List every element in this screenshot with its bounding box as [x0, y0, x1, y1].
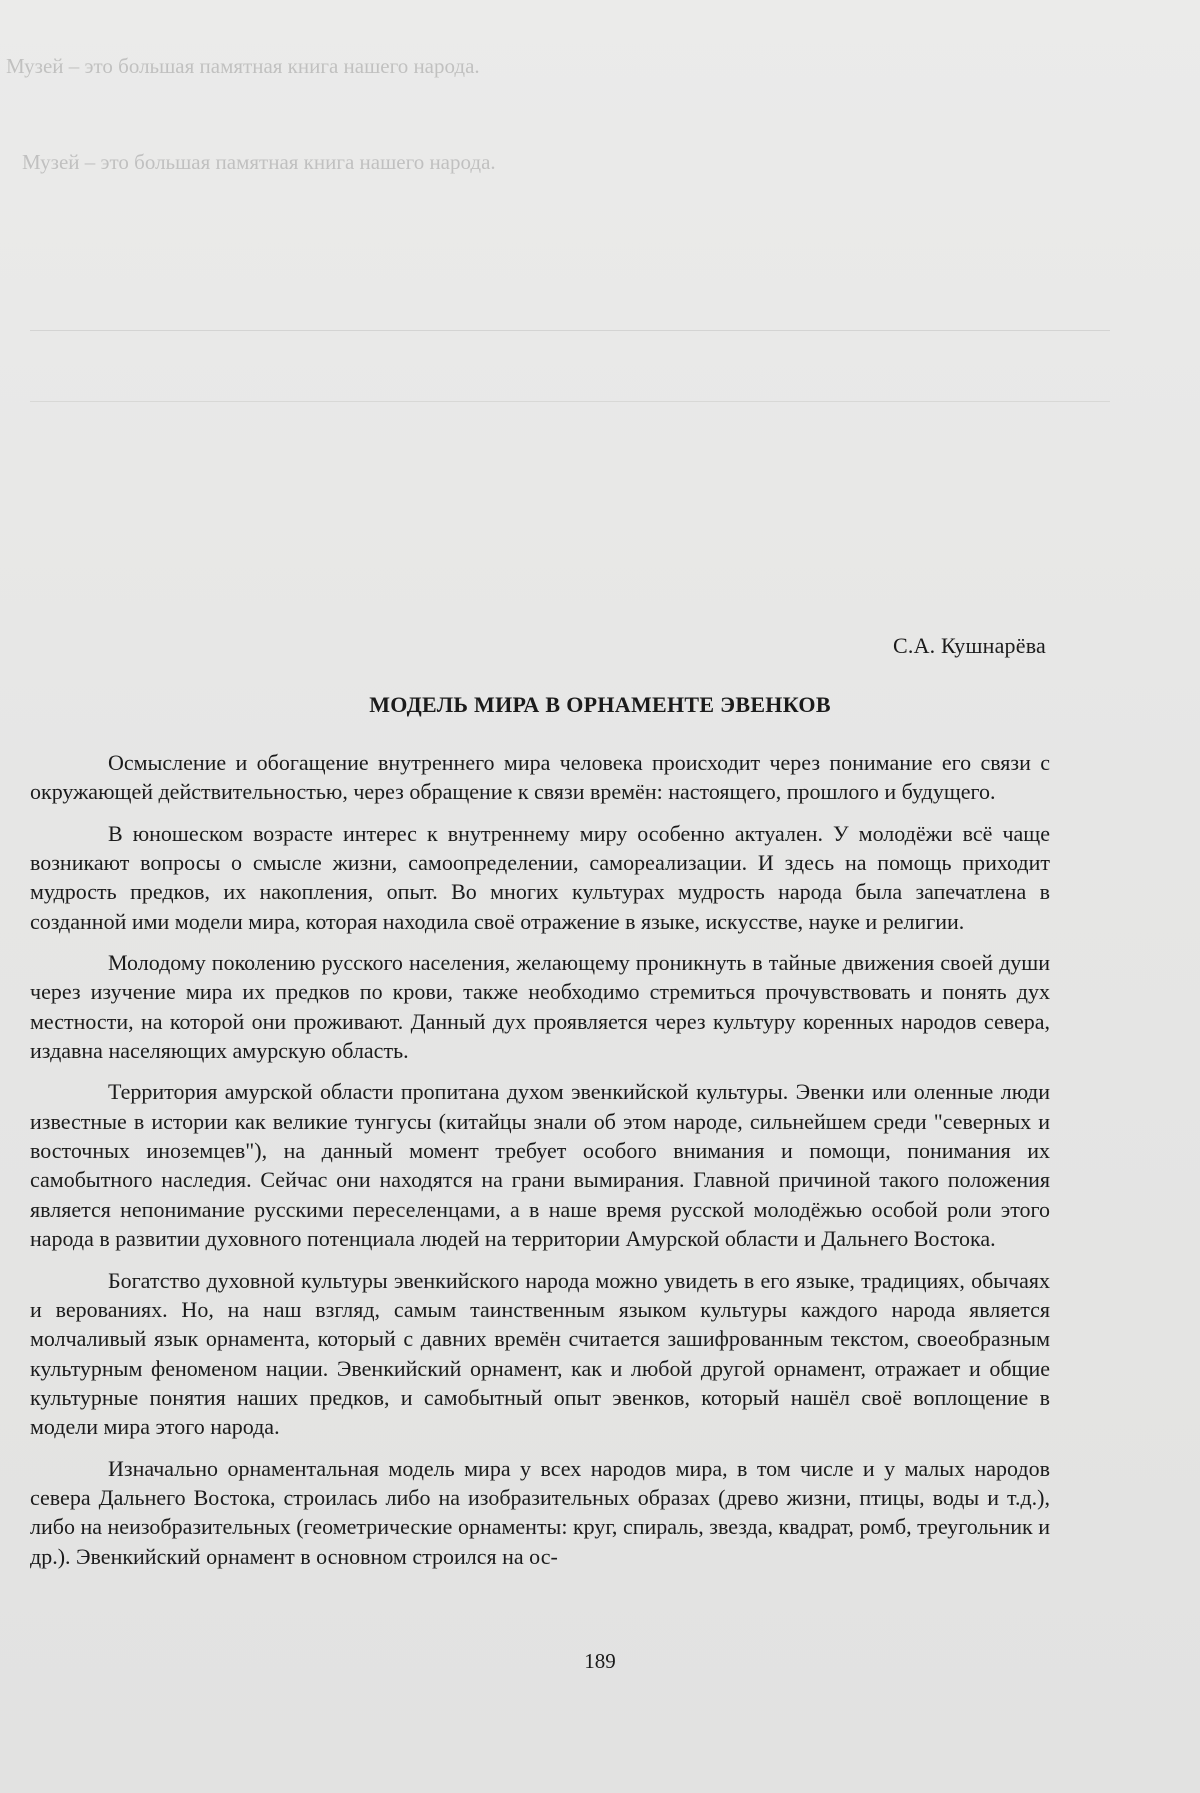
paragraph: Молодому поколению русского населения, желающему проникнуть в тайные движения своей души через изучение мира их предков по крови, также необходимо стремиться прочувствовать и понять дух местности, на которой они проживают. Данный дух проявляется через культуру коренных народов севера, издавна населяющих амурскую область. [30, 950, 1050, 1064]
paragraph: В юношеском возрасте интерес к внутреннему миру особенно актуален. У молодёжи всё чаще возникают вопросы о смысле жизни, самоопределении, самореализации. И здесь на помощь приходит мудрость предков, их накопления, опыт. Во многих культурах мудрость народа была запечатлена в созданной ими модели мира, которая находила своё отражение в языке, искусстве, науке и религии. [30, 820, 1050, 934]
show-through-block [30, 330, 1110, 402]
paragraph: Территория амурской области пропитана духом эвенкийской культуры. Эвенки или оленные люди известные в истории как великие тунгусы (китайцы знали об этом народе, сильнейшем среди "северных и восточных иноземцев"), на данный момент требует особого внимания и помощи, понимания их самобытного наследия. Сейчас они находятся на грани вымирания. Главной причиной такого положения является непонимание русскими переселенцами, а в наше время русской молодёжью особой роли этого народа в развитии духовного потенциала людей на территории Амурской области и Дальнего Востока. [30, 1079, 1050, 1252]
article-title: МОДЕЛЬ МИРА В ОРНАМЕНТЕ ЭВЕНКОВ [369, 692, 831, 717]
paragraph: Богатство духовной культуры эвенкийского народа можно увидеть в его языке, традициях, обычаях и верованиях. Но, на наш взгляд, самым таинственным языком культуры каждого народа является молчаливый язык орнамента, который с давних времён считается зашифрованным текстом, своеобразным культурным феноменом нации. Эвенкийский орнамент, как и любой другой орнамент, отражает и общие культурные понятия наших предков, и самобытный опыт эвенков, который нашёл своё воплощение в модели мира этого народа. [30, 1267, 1050, 1440]
show-through-text: Музей – это большая памятная книга нашего народа. [6, 54, 480, 78]
paragraph: Осмысление и обогащение внутреннего мира человека происходит через понимание его связи с окружающей действительностью, через обращение к связи времён: настоящего, прошлого и будущего. [30, 750, 1050, 805]
page-number: 189 [584, 1649, 616, 1673]
article-author: С.А. Кушнарёва [893, 633, 1046, 658]
paragraph: Изначально орнаментальная модель мира у всех народов мира, в том числе и у малых народов севера Дальнего Востока, строилась либо на изобразительных образах (древо жизни, птицы, воды и т.д.), либо на неизобразительных (геометрические орнаменты: круг, спираль, звезда, квадрат, ромб, треугольник и др.). Эвенкийский орнамент в основном строился на ос- [30, 1455, 1050, 1569]
show-through-text: Музей – это большая памятная книга нашего народа. [22, 150, 496, 174]
article-body [30, 748, 1050, 1571]
